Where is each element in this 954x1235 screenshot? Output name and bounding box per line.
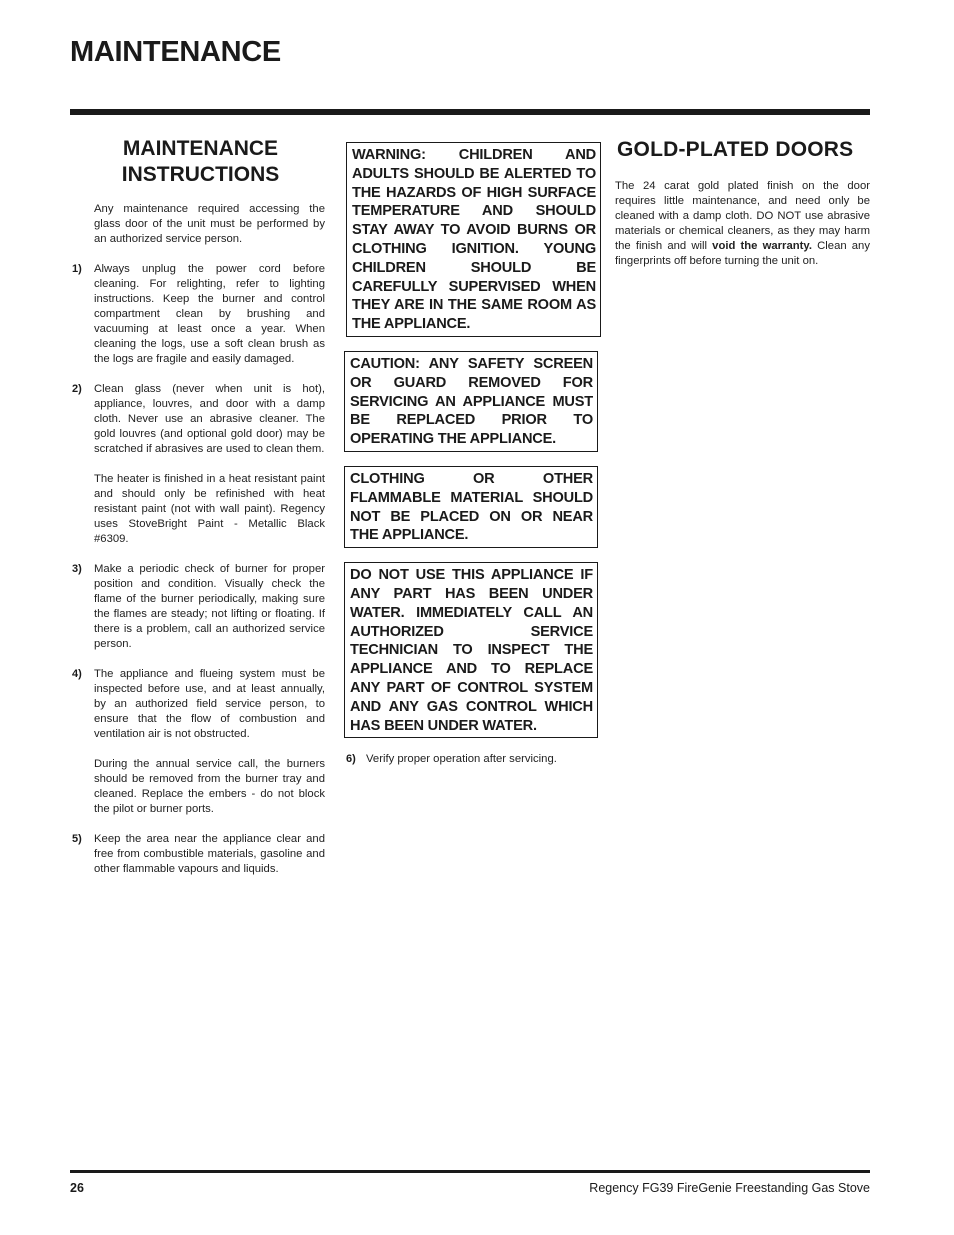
list-item	[72, 262, 325, 367]
gold-doors-column	[615, 137, 870, 269]
warnings-column	[344, 142, 600, 782]
item-text: Make a periodic check of burner for proper position and condition. Visually check the flame of the burner periodically, making sure the flames are steady; not lifting or floating. If there is a problem, call an authorized service person.	[94, 563, 325, 650]
item-text: Always unplug the power cord before cleaning. For relighting, refer to lighting instructions. Keep the burner and control compartment clean by brushing and vacuuming at least once a year. When cleaning the logs, use a soft clean brush as the logs are fragile and easily damaged.	[94, 263, 325, 365]
flammable-warning-box: CLOTHING OR OTHER FLAMMABLE MATERIAL SHOULD NOT BE PLACED ON OR NEAR THE APPLIANCE.	[344, 466, 598, 548]
footer-rule	[70, 1170, 870, 1173]
gold-doors-paragraph	[615, 179, 870, 269]
paint-note: The heater is finished in a heat resistant paint and should only be refinished with heat resistant paint (not with wall paint). Regency uses StoveBright Paint - Metallic Black #6309.	[94, 473, 325, 545]
gold-text-before: The 24 carat gold plated finish on the door requires little maintenance, and need only be cleaned with a damp cloth. DO NOT use abrasive materials or chemical cleaners, as they may harm the finish and will	[615, 180, 870, 252]
item-number: 4)	[72, 668, 82, 680]
item-number: 2)	[72, 383, 82, 395]
item-text: The appliance and flueing system must be inspected before use, and at least annually, by an authorized field service person, to ensure that the flow of combustion and ventilation air is not obstructed.	[94, 668, 325, 740]
item-number: 3)	[72, 563, 82, 575]
list-item	[72, 832, 325, 877]
burner-note: During the annual service call, the burners should be removed from the burner tray and cleaned. Replace the embers - do not block the pilot or burner ports.	[94, 758, 325, 815]
item-number: 1)	[72, 263, 82, 275]
heading-line-2: INSTRUCTIONS	[121, 163, 280, 186]
heading-line-1: MAINTENANCE	[122, 137, 279, 160]
item-text: Keep the area near the appliance clear and free from combustible materials, gasoline and other flammable vapours and liquids.	[94, 833, 325, 875]
maintenance-instructions-heading	[72, 136, 325, 188]
list-item	[72, 382, 325, 457]
gold-text-after: Clean any fingerprints off before turning the unit on.	[615, 240, 870, 267]
maintenance-instructions-column	[72, 136, 325, 892]
footer-product-title: Regency FG39 FireGenie Freestanding Gas Stove	[589, 1181, 870, 1195]
item-number: 5)	[72, 833, 82, 845]
gold-doors-heading: GOLD-PLATED DOORS	[617, 138, 854, 161]
intro-paragraph: Any maintenance required accessing the glass door of the unit must be performed by an authorized service person.	[94, 203, 325, 245]
warning-box: WARNING: CHILDREN AND ADULTS SHOULD BE ALERTED TO THE HAZARDS OF HIGH SURFACE TEMPERATURE AND SHOULD STAY AWAY TO AVOID BURNS OR CLOTHING IGNITION. YOUNG CHILDREN SHOULD BE CAREFULLY SUPERVISED WHEN THEY ARE IN THE SAME ROOM AS THE APPLIANCE.	[346, 142, 601, 337]
item-number: 6)	[346, 753, 356, 766]
page-number: 26	[70, 1181, 84, 1195]
header-rule	[70, 109, 870, 115]
item-text: Clean glass (never when unit is hot), appliance, louvres, and door with a damp cloth. Never use an abrasive cleaner. The gold louvres (and optional gold door) may be scratched if abrasives are used to clean them.	[94, 383, 325, 455]
item-text: Verify proper operation after servicing.	[366, 753, 557, 766]
list-item	[72, 667, 325, 742]
page-title: MAINTENANCE	[70, 36, 281, 68]
list-item	[344, 752, 600, 767]
list-item	[72, 562, 325, 652]
warranty-emphasis: void the warranty.	[712, 240, 812, 252]
water-warning-box: DO NOT USE THIS APPLIANCE IF ANY PART HAS BEEN UNDER WATER. IMMEDIATELY CALL AN AUTHORIZED SERVICE TECHNICIAN TO INSPECT THE APPLIANCE AND TO REPLACE ANY PART OF CONTROL SYSTEM AND ANY GAS CONTROL WHICH HAS BEEN UNDER WATER.	[344, 562, 598, 738]
caution-box: CAUTION: ANY SAFETY SCREEN OR GUARD REMOVED FOR SERVICING AN APPLIANCE MUST BE REPLACED PRIOR TO OPERATING THE APPLIANCE.	[344, 351, 598, 452]
